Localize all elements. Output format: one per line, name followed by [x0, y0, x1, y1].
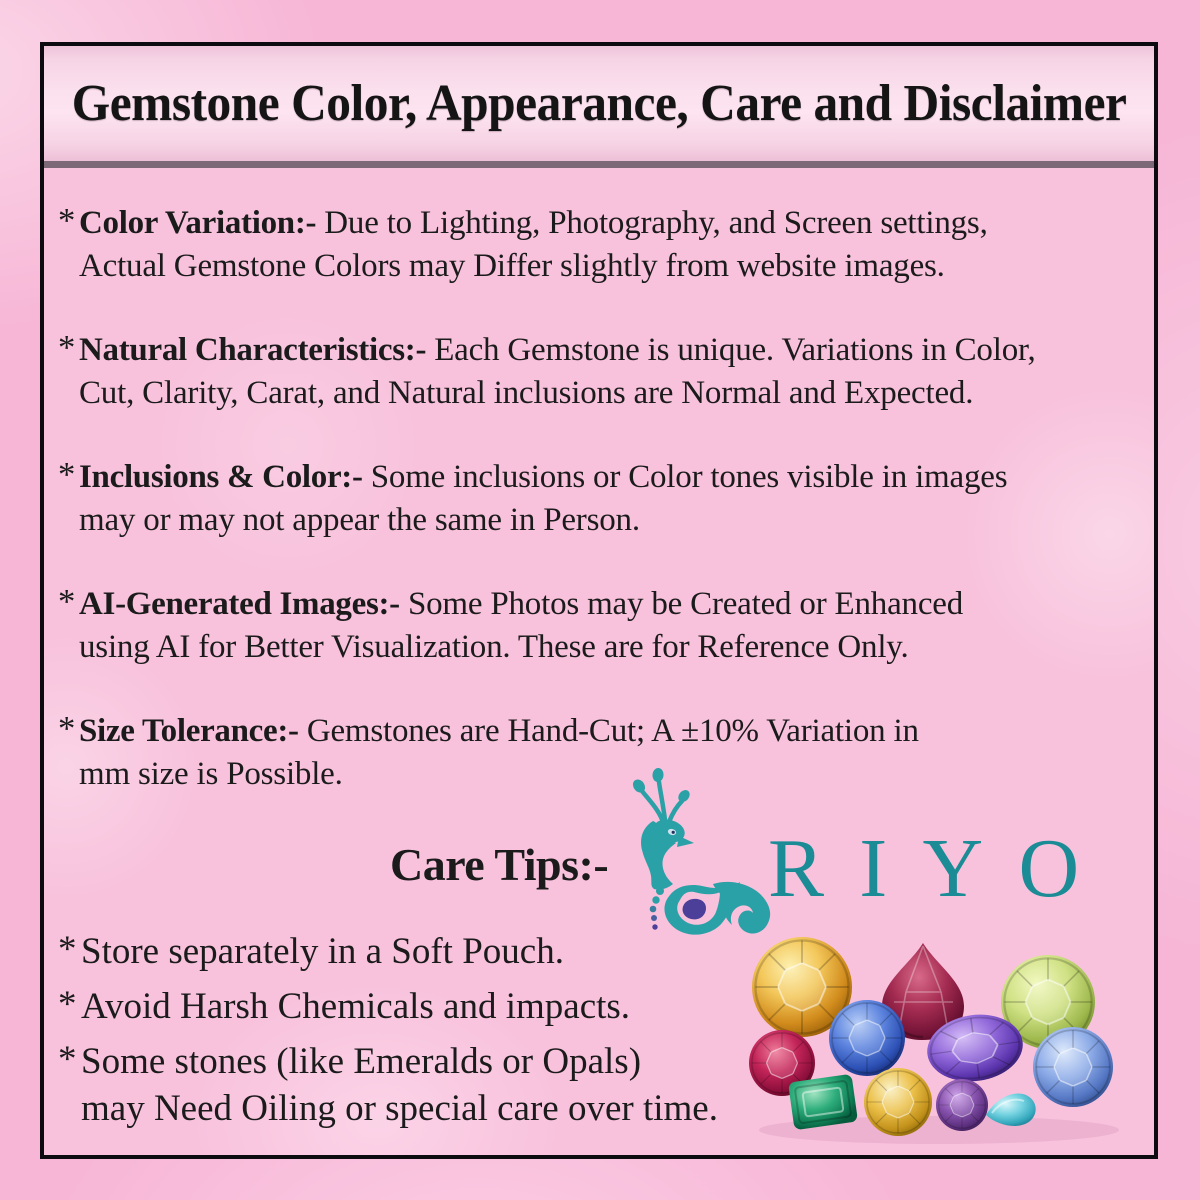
- poster-frame: [40, 42, 1158, 1159]
- gem-citrine-small-round: [864, 1068, 932, 1136]
- bullet-text-line1: Gemstones are Hand-Cut; A ±10% Variation in: [306, 713, 919, 749]
- care-tip-text-line2: may Need Oiling or special care over time.: [81, 1088, 718, 1129]
- peacock-beak: [677, 836, 694, 847]
- bullet-star: *: [58, 710, 76, 748]
- bullet-label: Inclusions & Color:-: [79, 459, 363, 495]
- title-banner: [44, 46, 1154, 168]
- brand-wordmark: RIYO: [768, 822, 1115, 915]
- disclaimer-item-natural-characteristics: [58, 329, 1140, 414]
- bullet-text-line1: Each Gemstone is unique. Variations in Color,: [434, 332, 1036, 368]
- bullet-text-line2: using AI for Better Visualization. These are for Reference Only.: [79, 628, 909, 665]
- bullet-star: *: [58, 329, 76, 367]
- care-tip-item: [58, 928, 718, 975]
- bullet-label: AI-Generated Images:-: [79, 586, 400, 622]
- care-tip-text: Store separately in a Soft Pouch.: [81, 931, 564, 972]
- bullet-text-line1: Some Photos may be Created or Enhanced: [407, 586, 964, 622]
- gem-amethyst-small-round: [936, 1079, 988, 1131]
- bullet-star: *: [58, 456, 76, 494]
- care-tip-text: Some stones (like Emeralds or Opals): [81, 1041, 642, 1082]
- bullet-text-line2: Actual Gemstone Colors may Differ slightly from website images.: [79, 247, 945, 284]
- care-tips-heading: Care Tips:-: [390, 839, 609, 890]
- gem-emerald-octagon: [788, 1074, 858, 1130]
- bullet-text-line2: mm size is Possible.: [79, 755, 343, 792]
- care-tip-item: [58, 983, 718, 1030]
- bullet-star: *: [58, 1039, 77, 1080]
- disclaimer-item-color-variation: [58, 202, 1140, 287]
- bullet-label: Size Tolerance:-: [79, 713, 299, 749]
- disclaimer-item-inclusions-color: [58, 456, 1140, 541]
- bullet-text-line2: may or may not appear the same in Person.: [79, 501, 640, 538]
- poster-title: Gemstone Color, Appearance, Care and Disclaimer: [71, 75, 1127, 132]
- care-tip-item: [58, 1038, 718, 1132]
- peacock-tail-drop: [683, 899, 706, 920]
- bullet-star: *: [58, 202, 76, 240]
- gem-sapphire-round: [829, 1000, 905, 1076]
- care-tips-list: [58, 928, 718, 1140]
- disclaimer-list: [44, 168, 1154, 795]
- disclaimer-item-ai-generated-images: [58, 583, 1140, 668]
- bullet-label: Natural Characteristics:-: [79, 332, 427, 368]
- bullet-text-line2: Cut, Clarity, Carat, and Natural inclusions are Normal and Expected.: [79, 374, 974, 411]
- bullet-star: *: [58, 583, 76, 621]
- bullet-star: *: [58, 929, 77, 970]
- peacock-logo-icon: [615, 760, 785, 950]
- bullet-text-line1: Some inclusions or Color tones visible in images: [370, 459, 1008, 495]
- bullet-text-line1: Due to Lighting, Photography, and Screen settings,: [324, 205, 988, 241]
- bullet-label: Color Variation:-: [79, 205, 317, 241]
- bullet-star: *: [58, 984, 77, 1025]
- peacock-crest-stems: [642, 782, 682, 822]
- disclaimer-item-size-tolerance: [58, 710, 1140, 795]
- gem-cluster: [734, 930, 1164, 1152]
- care-tip-text: Avoid Harsh Chemicals and impacts.: [81, 986, 631, 1027]
- gem-blue-topaz-round: [1033, 1027, 1113, 1107]
